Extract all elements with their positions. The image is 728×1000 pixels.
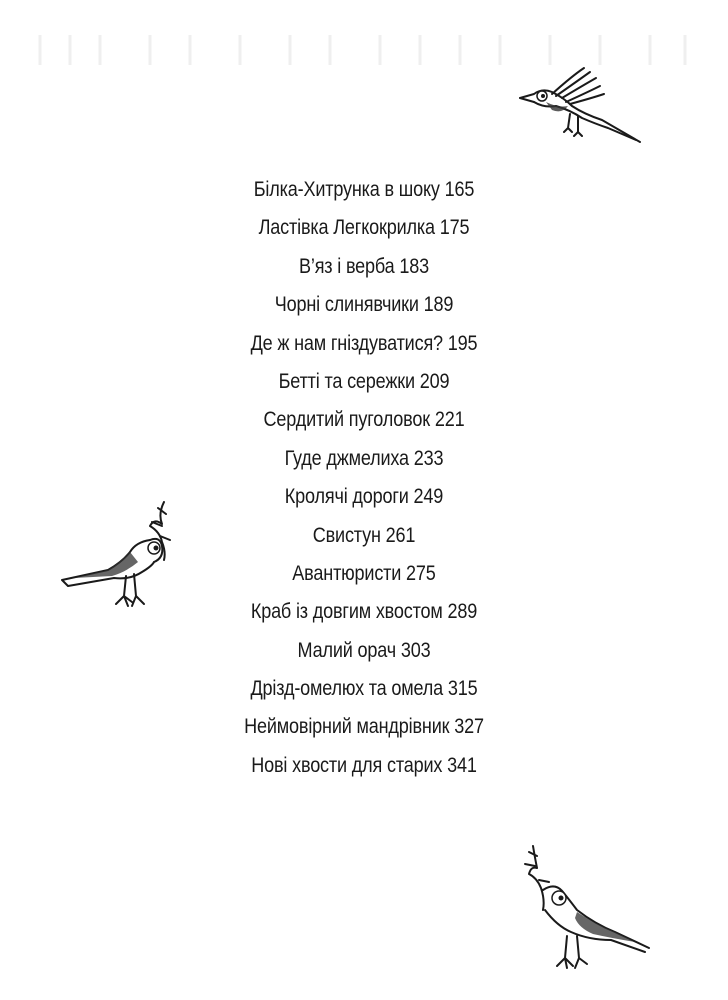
- toc-entry-title: Краб із довгим хвостом: [250, 600, 443, 624]
- toc-entry-page-number: 195: [447, 331, 478, 355]
- toc-entry-page-number: 327: [454, 715, 484, 739]
- toc-entry: [51, 286, 677, 324]
- toc-entry-title: Нові хвости для старих: [251, 753, 443, 777]
- toc-entry: [51, 747, 677, 785]
- toc-entry-title: Чорні слинявчики: [274, 293, 419, 317]
- toc-entry-page-number: 303: [400, 638, 431, 662]
- toc-entry: [51, 401, 677, 439]
- toc-entry: [51, 325, 677, 363]
- toc-entry: [51, 440, 677, 478]
- flying-bird-illustration: [512, 62, 647, 152]
- toc-entry: [51, 670, 677, 708]
- toc-entry-title: Бетті та сережки: [278, 369, 415, 393]
- toc-entry: [51, 363, 677, 401]
- toc-entry-title: Кролячі дороги: [284, 485, 409, 509]
- toc-entry-page-number: 315: [447, 677, 478, 701]
- toc-entry-title: Неймовірний мандрівник: [244, 715, 450, 739]
- toc-entry-title: Сердитий пуголовок: [263, 408, 431, 432]
- toc-entry-page-number: 189: [423, 293, 454, 317]
- toc-entry-page-number: 221: [434, 408, 465, 432]
- toc-entry: [51, 517, 677, 555]
- toc-entry-title: Авантюристи: [292, 561, 402, 585]
- bird-with-twig-illustration: [515, 840, 655, 980]
- toc-entry-page-number: 165: [444, 178, 475, 201]
- toc-entry-page-number: 209: [419, 369, 450, 393]
- toc-entry-page-number: 183: [399, 254, 430, 278]
- toc-entry: [51, 248, 677, 286]
- toc-entry-title: В’яз і верба: [298, 254, 395, 278]
- toc-entry: [51, 632, 677, 670]
- toc-entry-page-number: 233: [413, 446, 444, 470]
- toc-entry-title: Малий орач: [297, 638, 396, 662]
- toc-entry-page-number: 249: [413, 485, 444, 509]
- toc-entry-title: Білка-Хитрунка в шоку: [253, 178, 440, 201]
- toc-entry-title: Свистун: [312, 523, 381, 547]
- table-of-contents: [0, 171, 728, 785]
- toc-entry-page-number: 275: [406, 561, 436, 585]
- toc-entry-title: Де ж нам гніздуватися?: [250, 331, 443, 355]
- toc-entry-page-number: 261: [385, 523, 416, 547]
- toc-entry: [51, 708, 677, 746]
- toc-entry-title: Дрізд-омелюх та омела: [250, 677, 444, 701]
- toc-entry: [51, 478, 677, 516]
- toc-entry-title: Гуде джмелиха: [284, 446, 409, 470]
- toc-entry-page-number: 289: [447, 600, 478, 624]
- toc-entry-title: Ластівка Легкокрилка: [258, 216, 435, 240]
- toc-entry: [51, 593, 677, 631]
- toc-entry: [51, 209, 677, 247]
- toc-entry-page-number: 175: [439, 216, 470, 240]
- toc-entry: [51, 171, 677, 209]
- toc-entry: [51, 555, 677, 593]
- toc-entry-page-number: 341: [447, 753, 477, 777]
